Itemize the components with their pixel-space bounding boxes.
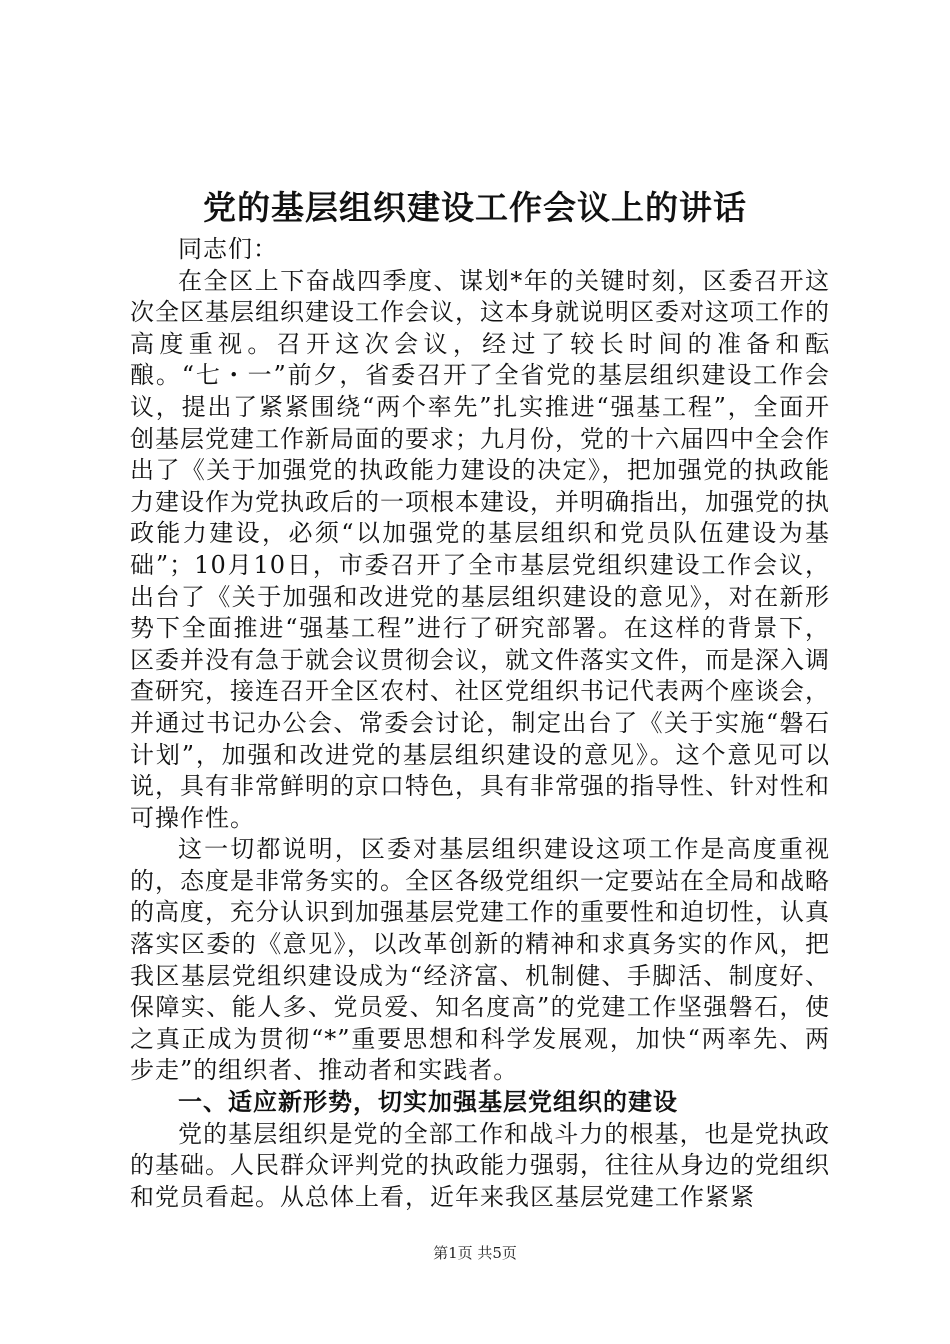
section-heading: 一、适应新形势，切实加强基层党组织的建设 — [178, 1088, 678, 1117]
paragraph-2: 这一切都说明，区委对基层组织建设这项工作是高度重视的，态度是非常务实的。全区各级党组织一定要站在全局和战略的高度，充分认识到加强基层党建工作的重要性和迫切性，认真落实区委的《意见》，以改革创新的精神和求真务实的作风，把我区基层党组织建设成为“经济富、机制健、手脚活、制度好、保障实、能人多、党员爱、知名度高”的党建工作坚强磐石，使之真正成为贯彻“*”重要思想和科学发展观，加快“两率先、两步走”的组织者、推动者和实践者。 — [130, 835, 830, 1085]
document-title: 党的基层组织建设工作会议上的讲话 — [203, 188, 747, 227]
document-body — [130, 234, 830, 1213]
section-paragraph: 党的基层组织是党的全部工作和战斗力的根基，也是党执政的基础。人民群众评判党的执政能力强弱，往往从身边的党组织和党员看起。从总体上看，近年来我区基层党建工作紧紧 — [130, 1119, 830, 1211]
page-footer: 第1页 共5页 — [433, 1244, 517, 1262]
paragraph-1: 在全区上下奋战四季度、谋划*年的关键时刻，区委召开这次全区基层组织建设工作会议，这本身就说明区委对这项工作的高度重视。召开这次会议，经过了较长时间的准备和酝酿。“七・一”前夕，省委召开了全省党的基层组织建设工作会议，提出了紧紧围绕“两个率先”扎实推进“强基工程”，全面开创基层党建工作新局面的要求；九月份，党的十六届四中全会作出了《关于加强党的执政能力建设的决定》，把加强党的执政能力建设作为党执政后的一项根本建设，并明确指出，加强党的执政能力建设，必须“以加强党的基层组织和党员队伍建设为基础”；10月10日，市委召开了全市基层党组织建设工作会议，出台了《关于加强和改进党的基层组织建设的意见》，对在新形势下全面推进“强基工程”进行了研究部署。在这样的背景下，区委并没有急于就会议贯彻会议，就文件落实文件，而是深入调查研究，接连召开全区农村、社区党组织书记代表两个座谈会，并通过书记办公会、常委会讨论，制定出台了《关于实施“磐石计划”，加强和改进党的基层组织建设的意见》。这个意见可以说，具有非常鲜明的京口特色，具有非常强的指导性、针对性和可操作性。 — [130, 266, 830, 832]
salutation: 同志们： — [178, 235, 278, 263]
